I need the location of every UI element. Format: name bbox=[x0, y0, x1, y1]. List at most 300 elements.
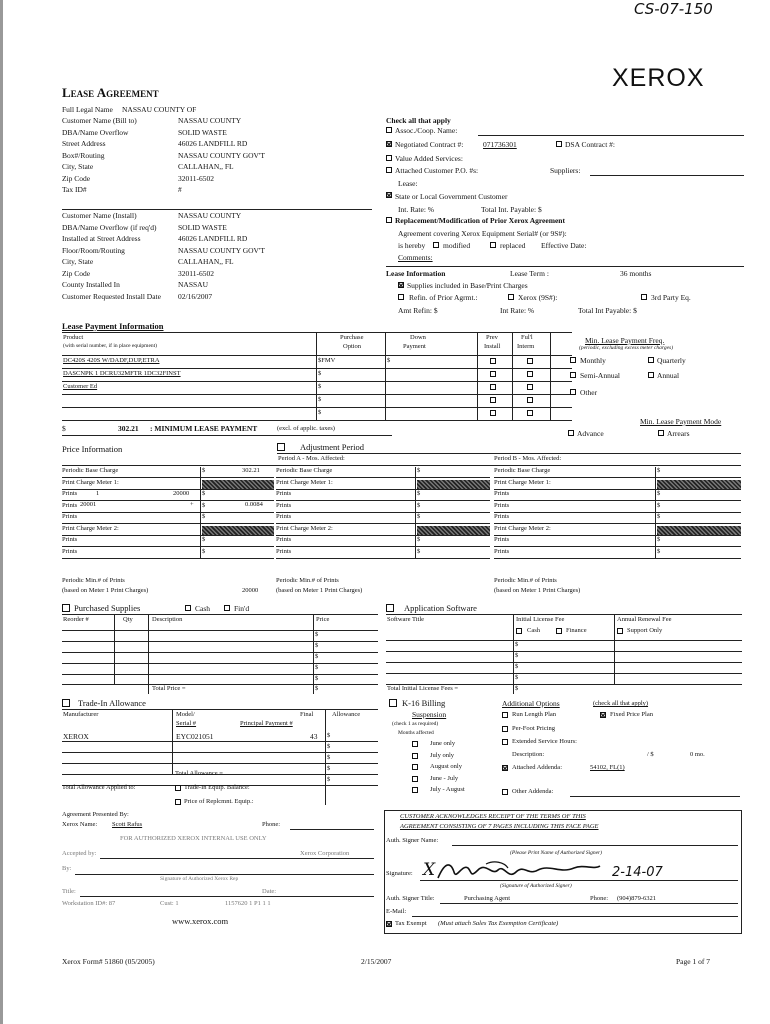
per-foot-checkbox[interactable] bbox=[502, 726, 508, 732]
xerox-name-label: Xerox Name: bbox=[62, 821, 98, 828]
price-row-line bbox=[276, 546, 490, 547]
email-label: E-Mail: bbox=[386, 908, 407, 915]
website[interactable]: www.xerox.com bbox=[172, 916, 229, 926]
install-value: 32011-6502 bbox=[178, 268, 214, 278]
auth-name-label: Auth. Signer Name: bbox=[386, 837, 439, 844]
price-row-label: Prints bbox=[62, 513, 78, 520]
arrears-checkbox[interactable] bbox=[658, 430, 664, 436]
billto-label: Street Address bbox=[62, 139, 106, 148]
amt-refin-label: Amt Refin: $ bbox=[398, 306, 438, 315]
price-row-label: Prints bbox=[276, 536, 292, 543]
semi-annual-checkbox[interactable] bbox=[570, 372, 576, 378]
mode-heading: Min. Lease Payment Mode bbox=[640, 417, 722, 426]
lease-label: Lease: bbox=[398, 179, 418, 188]
col-manufacturer: Manufacturer bbox=[63, 711, 99, 718]
supplies-row-line bbox=[62, 674, 378, 675]
third-party-checkbox[interactable] bbox=[641, 294, 647, 300]
install-value: SOLID WASTE bbox=[178, 222, 227, 232]
install-label: Zip Code bbox=[62, 268, 91, 278]
supplies-included-checkbox[interactable] bbox=[398, 282, 404, 288]
lp-bottom-line bbox=[62, 420, 572, 421]
by-label: By: bbox=[62, 865, 72, 872]
lp-row-line bbox=[62, 394, 572, 395]
price-row-line bbox=[276, 535, 490, 536]
supplies-dollar: $ bbox=[315, 664, 319, 671]
auth-title-value: Purchasing Agent bbox=[464, 895, 511, 902]
per-foot: Per-Foot Pricing bbox=[512, 725, 556, 732]
software-row-line bbox=[386, 651, 742, 652]
price-row-label: Periodic Base Charge bbox=[62, 467, 119, 474]
sig-sub: (Signature of Authorized Signer) bbox=[500, 883, 572, 889]
tradein-row-line bbox=[62, 752, 378, 753]
cust-id: 1157620 1 P1 1 1 bbox=[225, 900, 271, 907]
annual-label: Annual bbox=[657, 371, 680, 380]
extended-checkbox[interactable] bbox=[502, 739, 508, 745]
workstation-id: Workstation ID#: 87 bbox=[62, 900, 116, 907]
software-cash: Cash bbox=[527, 627, 540, 634]
supplies-fin: Fin'd bbox=[234, 604, 250, 613]
col-purchase: Purchase bbox=[340, 334, 364, 341]
supplies-total-dollar: $ bbox=[315, 685, 319, 692]
r2-from: 20001 bbox=[80, 501, 97, 508]
price-dollar: $ bbox=[417, 490, 421, 497]
price-row-line bbox=[62, 489, 274, 490]
billto-value: CALLAHAN,, FL bbox=[178, 162, 234, 171]
col-full: Ful'l bbox=[521, 334, 533, 341]
price-dollar: $ bbox=[202, 501, 206, 509]
prev-install-checkbox[interactable] bbox=[490, 358, 496, 364]
k16-month-checkbox[interactable] bbox=[412, 753, 418, 759]
price-dollar: $ bbox=[657, 490, 661, 497]
lp-option: $ bbox=[318, 383, 322, 390]
semi-annual-label: Semi-Annual bbox=[580, 371, 620, 380]
install-value: NASSAU COUNTY GOV'T bbox=[178, 245, 265, 255]
col-product-sub: (with serial number, if in place equipment) bbox=[63, 343, 158, 349]
price-replacement: Price of Replcmnt. Equip.: bbox=[184, 798, 254, 805]
footer-date: 2/15/2007 bbox=[361, 957, 392, 966]
price-row-label: Prints bbox=[494, 490, 510, 497]
lp-product: Customer Ed bbox=[63, 383, 98, 390]
col-full-2: Interm bbox=[517, 343, 535, 350]
billto-value: 46026 LANDFILL RD bbox=[178, 139, 248, 148]
supplies-dollar: $ bbox=[315, 675, 319, 682]
full-legal-name-label: Full Legal Name bbox=[62, 105, 113, 114]
price-row-line bbox=[276, 558, 490, 559]
supplies-row-line bbox=[62, 630, 378, 631]
run-length-checkbox[interactable] bbox=[502, 712, 508, 718]
lp-option: $FMV bbox=[318, 357, 336, 364]
col-down-2: Payment bbox=[403, 343, 426, 350]
xerox-name-value: Scott Rafus bbox=[112, 821, 143, 828]
price-row-line bbox=[276, 500, 490, 501]
k16-months: Months affected bbox=[398, 730, 434, 736]
r1-to: 20000 bbox=[173, 490, 190, 497]
tradein-dollar: $ bbox=[327, 765, 331, 772]
negotiated-label: Negotiated Contract #: bbox=[395, 140, 464, 149]
shaded-cell bbox=[202, 480, 274, 489]
price-row-label: Prints bbox=[62, 547, 78, 555]
price-dollar: $ bbox=[202, 513, 206, 520]
price-row-line bbox=[62, 558, 274, 559]
xerox-corp-label: Xerox Corporation bbox=[300, 850, 350, 857]
supplies-dollar: $ bbox=[315, 631, 319, 638]
footer-page: Page 1 of 7 bbox=[676, 957, 710, 966]
price-row-line bbox=[494, 512, 741, 513]
price-divider bbox=[200, 467, 201, 559]
advance-label: Advance bbox=[577, 429, 604, 438]
dsa-label: DSA Contract #: bbox=[565, 140, 615, 149]
refin-label: Refin. of Prior Agrmt.: bbox=[409, 293, 478, 302]
col-purchase-2: Option bbox=[343, 343, 362, 350]
r2-rate: 0.0084 bbox=[245, 501, 263, 508]
fixed-price-checkbox[interactable] bbox=[600, 712, 606, 718]
price-dollar: $ bbox=[657, 467, 661, 474]
k16-month-checkbox[interactable] bbox=[412, 776, 418, 782]
billto-value: 32011-6502 bbox=[178, 173, 214, 183]
effective-date: Effective Date: bbox=[541, 241, 587, 250]
shaded-cell bbox=[657, 526, 741, 535]
tradein-checkbox[interactable] bbox=[62, 699, 70, 707]
equip-balance: Trade-In Equip. Balance: bbox=[184, 784, 250, 791]
lp-row-line bbox=[62, 355, 572, 356]
attached-addenda-value: 54102, FL(1) bbox=[590, 764, 625, 771]
prev-install-checkbox[interactable] bbox=[490, 410, 496, 416]
agreement-covering: Agreement covering Xerox Equipment Serial# (or 9S#): bbox=[398, 229, 567, 238]
supplies-cash: Cash bbox=[195, 604, 210, 613]
k16-month-checkbox[interactable] bbox=[412, 764, 418, 770]
price-row-label: Prints bbox=[494, 501, 510, 509]
software-dollar: $ bbox=[515, 663, 519, 670]
ack-phone-label: Phone: bbox=[590, 895, 609, 902]
install-label: Customer Name (Install) bbox=[62, 211, 137, 220]
install-label: City, State bbox=[62, 257, 94, 266]
price-dollar: $ bbox=[417, 467, 421, 474]
billto-underline bbox=[62, 209, 372, 210]
replacement-label: Replacement/Modification of Prior Xerox Agreement bbox=[395, 216, 565, 225]
shaded-cell bbox=[417, 526, 490, 535]
quarterly-checkbox[interactable] bbox=[648, 357, 654, 363]
k16-month-label: August only bbox=[430, 763, 462, 770]
software-row-line bbox=[386, 662, 742, 663]
col-price: Price bbox=[316, 616, 330, 623]
lp-down: $ bbox=[387, 357, 391, 364]
billto-label: Zip Code bbox=[62, 173, 91, 183]
software-dollar: $ bbox=[515, 652, 519, 659]
tradein-pay-value: 43 bbox=[310, 732, 318, 741]
lp-option: $ bbox=[318, 409, 322, 416]
options-heading-sub: (check all that apply) bbox=[593, 700, 649, 707]
total-int-label: Total Int. Payable: $ bbox=[481, 205, 542, 214]
price-row-line bbox=[276, 489, 490, 490]
billto-value: SOLID WASTE bbox=[178, 127, 227, 137]
freq-sub: (periodic, excluding excess meter charges) bbox=[579, 345, 674, 351]
price-dollar: $ bbox=[657, 547, 661, 555]
xerox-9s-checkbox[interactable] bbox=[508, 294, 514, 300]
min-payment-excl: (excl. of applic. taxes) bbox=[277, 425, 335, 432]
price-row-label: Prints bbox=[276, 490, 292, 497]
price-dollar: $ bbox=[417, 536, 421, 543]
price-row-label: Print Charge Meter 2: bbox=[62, 524, 119, 532]
min-payment-value: 302.21 bbox=[118, 424, 139, 433]
presented-date: Date: bbox=[262, 888, 277, 895]
refin-checkbox[interactable] bbox=[398, 294, 404, 300]
tradein-dollar: $ bbox=[327, 776, 331, 783]
install-value: 46026 LANDFILL RD bbox=[178, 234, 248, 243]
supplies-row-line bbox=[62, 652, 378, 653]
price-row-line bbox=[62, 523, 274, 524]
price-dollar: $ bbox=[657, 513, 661, 520]
k16-suspension: Suspension bbox=[412, 710, 447, 719]
install-value: NASSAU COUNTY bbox=[178, 211, 242, 220]
col-prev: Prev bbox=[486, 334, 498, 341]
supplies-fin-checkbox[interactable] bbox=[224, 605, 230, 611]
signature-mark: X bbox=[423, 860, 436, 880]
software-total: Total Initial License Fees = bbox=[387, 685, 459, 692]
replaced-label: replaced bbox=[500, 241, 526, 250]
assoc-label: Assoc./Coop. Name: bbox=[395, 126, 458, 135]
lp-row-line bbox=[62, 407, 572, 408]
lease-info-heading: Lease Information bbox=[386, 269, 446, 278]
prev-install-checkbox[interactable] bbox=[490, 371, 496, 377]
price-row-label: Print Charge Meter 1: bbox=[494, 478, 551, 486]
software-finance: Finance bbox=[566, 627, 587, 634]
col-software-title: Software Title bbox=[387, 616, 425, 623]
lp-row-line bbox=[62, 368, 572, 369]
full-interm-checkbox[interactable] bbox=[527, 358, 533, 364]
modified-checkbox[interactable] bbox=[433, 242, 439, 248]
price-dollar: $ bbox=[202, 490, 206, 497]
supplies-heading: Purchased Supplies bbox=[74, 603, 141, 613]
k16-month-checkbox[interactable] bbox=[412, 787, 418, 793]
support-only: Support Only bbox=[627, 627, 663, 634]
is-hereby: is hereby bbox=[398, 241, 426, 250]
k16-month-checkbox[interactable] bbox=[412, 741, 418, 747]
price-row-label: Prints bbox=[276, 547, 292, 555]
other-freq-label: Other bbox=[580, 388, 598, 397]
price-row-label: Print Charge Meter 1: bbox=[276, 478, 333, 486]
run-length: Run Length Plan bbox=[512, 711, 557, 718]
check-all-heading: Check all that apply bbox=[386, 116, 451, 125]
price-row-label: Prints bbox=[494, 547, 510, 555]
state-local-label: State or Local Government Customer bbox=[395, 192, 508, 201]
ack-line-1: CUSTOMER ACKNOWLEDGES RECEIPT OF THE TERMS OF THIS bbox=[400, 813, 586, 820]
replacement-checkbox[interactable] bbox=[386, 217, 392, 223]
price-row-label: Prints bbox=[62, 501, 78, 509]
price-row-line bbox=[494, 523, 741, 524]
state-local-checkbox[interactable] bbox=[386, 192, 392, 198]
price-row-line bbox=[494, 477, 741, 478]
price-dollar: $ bbox=[417, 547, 421, 555]
price-divider bbox=[655, 467, 656, 559]
price-row-line bbox=[276, 477, 490, 478]
suppliers-label: Suppliers: bbox=[550, 166, 581, 175]
attached-po-checkbox[interactable] bbox=[386, 167, 392, 173]
presented-heading: Agreement Presented By: bbox=[62, 811, 129, 818]
price-row-label: Prints bbox=[276, 501, 292, 509]
col-allowance: Allowance bbox=[332, 711, 361, 718]
min-prints-3: Periodic Min.# of Prints bbox=[494, 577, 557, 584]
r1-from: 1 bbox=[96, 490, 100, 497]
price-row-line bbox=[62, 546, 274, 547]
monthly-checkbox[interactable] bbox=[570, 357, 576, 363]
xerox-9s-label: Xerox (9S#): bbox=[518, 293, 558, 302]
ack-phone-value: (904)879-6321 bbox=[617, 895, 656, 902]
supplies-cash-checkbox[interactable] bbox=[185, 605, 191, 611]
int-rate-label: Int. Rate: % bbox=[398, 205, 435, 214]
advance-checkbox[interactable] bbox=[568, 430, 574, 436]
signature-date: 2-14-07 bbox=[612, 865, 663, 880]
price-row-label: Print Charge Meter 1: bbox=[62, 478, 119, 486]
lease-total-int: Total Int Payable: $ bbox=[578, 306, 637, 315]
replaced-checkbox[interactable] bbox=[490, 242, 496, 248]
price-row-label: Prints bbox=[62, 490, 78, 497]
tradein-dollar: $ bbox=[327, 754, 331, 761]
lp-product: DC420S 420S W/DADF,DUP,ETRA bbox=[63, 357, 160, 364]
tax-exempt: Tax Exempt bbox=[395, 920, 427, 927]
price-row-label: Prints bbox=[276, 513, 292, 520]
xerox-logo: XEROX bbox=[612, 64, 705, 92]
negotiated-value: 071736301 bbox=[483, 140, 517, 149]
cust-label: Cust: 1 bbox=[160, 900, 179, 907]
other-addenda-checkbox[interactable] bbox=[502, 789, 508, 795]
full-interm-checkbox[interactable] bbox=[527, 397, 533, 403]
software-row-line bbox=[386, 640, 742, 641]
tax-exempt-sub: (Must attach Sales Tax Exemption Certificate) bbox=[438, 920, 559, 927]
scan-edge bbox=[0, 0, 3, 1024]
price-dollar: $ bbox=[417, 513, 421, 520]
full-interm-checkbox[interactable] bbox=[527, 410, 533, 416]
price-row-label: Periodic Base Charge bbox=[494, 467, 551, 474]
k16-month-label: July - August bbox=[430, 786, 465, 793]
k16-checkbox[interactable] bbox=[389, 699, 397, 707]
lp-product: DASCNPK 1 DCRU32MFTR 1DC32FINST bbox=[63, 370, 181, 377]
tax-exempt-checkbox[interactable] bbox=[386, 921, 392, 927]
software-checkbox[interactable] bbox=[386, 604, 394, 612]
full-interm-checkbox[interactable] bbox=[527, 384, 533, 390]
price-row-line bbox=[276, 523, 490, 524]
billto-label: Customer Name (Bill to) bbox=[62, 116, 137, 125]
purchased-supplies-checkbox[interactable] bbox=[62, 604, 70, 612]
assoc-checkbox[interactable] bbox=[386, 127, 392, 133]
software-row-line bbox=[386, 673, 742, 674]
install-value: 02/16/2007 bbox=[178, 291, 213, 301]
description-dollar: / $ bbox=[647, 751, 654, 758]
price-row-line bbox=[276, 512, 490, 513]
annual-checkbox[interactable] bbox=[648, 372, 654, 378]
supplies-dollar: $ bbox=[315, 642, 319, 649]
price-row-label: Prints bbox=[494, 513, 510, 520]
price-row-label: Prints bbox=[62, 536, 78, 543]
other-freq-checkbox[interactable] bbox=[570, 389, 576, 395]
negotiated-checkbox[interactable] bbox=[386, 141, 392, 147]
value-added-checkbox[interactable] bbox=[386, 155, 392, 161]
price-row-label: Prints bbox=[494, 536, 510, 543]
lease-payment-heading: Lease Payment Information bbox=[62, 321, 164, 331]
tradein-serial-value: EYC021051 bbox=[176, 732, 214, 741]
price-divider bbox=[415, 467, 416, 559]
col-principal: Principal Payment # bbox=[240, 720, 293, 727]
description-label: Description: bbox=[512, 751, 545, 758]
prev-install-checkbox[interactable] bbox=[490, 397, 496, 403]
sig-auth-label: Signature of Authorized Xerox Rep bbox=[160, 876, 239, 882]
install-label: Floor/Room/Routing bbox=[62, 245, 125, 255]
tradein-dollar: $ bbox=[327, 743, 331, 750]
lp-option: $ bbox=[318, 396, 322, 403]
presented-phone: Phone: bbox=[262, 821, 281, 828]
ack-line-2: AGREEMENT CONSISTING OF 7 PAGES INCLUDING THIS FACE PAGE bbox=[400, 823, 599, 830]
billto-value: NASSAU COUNTY GOV'T bbox=[178, 150, 265, 160]
col-license-fee: Initial License Fee bbox=[516, 616, 565, 623]
internal-use-label: FOR AUTHORIZED XEROX INTERNAL USE ONLY bbox=[120, 835, 267, 842]
supplies-included-label: Supplies included in Base/Print Charges bbox=[407, 281, 528, 290]
k16-month-label: June - July bbox=[430, 774, 459, 782]
software-cash-checkbox[interactable] bbox=[516, 628, 522, 634]
price-row-line bbox=[62, 512, 274, 513]
attached-addenda-checkbox[interactable] bbox=[502, 765, 508, 771]
page-title: Lease Agreement bbox=[62, 85, 159, 100]
k16-heading: K-16 Billing bbox=[402, 698, 446, 708]
k16-check1: (check 1 as required) bbox=[392, 721, 439, 727]
equip-balance-checkbox[interactable] bbox=[175, 785, 181, 791]
lease-term-value: 36 months bbox=[620, 269, 652, 278]
k16-month-label: July only bbox=[430, 751, 455, 759]
supplies-dollar: $ bbox=[315, 653, 319, 660]
other-addenda: Other Addenda: bbox=[512, 788, 554, 795]
support-only-checkbox[interactable] bbox=[617, 628, 623, 634]
attached-addenda: Attached Addenda: bbox=[512, 764, 562, 771]
col-final: Final bbox=[300, 711, 314, 718]
price-row-label: Print Charge Meter 2: bbox=[276, 524, 333, 532]
price-row-line bbox=[494, 500, 741, 501]
price-heading: Price Information bbox=[62, 444, 123, 454]
base-charge-value: 302.21 bbox=[242, 467, 260, 474]
shaded-cell bbox=[202, 526, 274, 535]
price-row-line bbox=[494, 489, 741, 490]
supplies-row-line bbox=[62, 663, 378, 664]
adjustment-checkbox[interactable] bbox=[277, 443, 285, 451]
shaded-cell bbox=[417, 480, 490, 489]
prev-install-checkbox[interactable] bbox=[490, 384, 496, 390]
install-label: Customer Requested Install Date bbox=[62, 291, 161, 301]
software-dollar: $ bbox=[515, 641, 519, 648]
please-print: (Please Print Name of Authorized Signer) bbox=[510, 850, 603, 856]
lp-option: $ bbox=[318, 370, 322, 377]
price-row-line bbox=[494, 535, 741, 536]
modified-label: modified bbox=[443, 241, 471, 250]
min-prints-2: Periodic Min.# of Prints bbox=[276, 577, 339, 584]
lease-term-label: Lease Term : bbox=[510, 269, 549, 278]
lease-int-rate: Int Rate: % bbox=[500, 306, 535, 315]
dsa-checkbox[interactable] bbox=[556, 141, 562, 147]
price-replacement-checkbox[interactable] bbox=[175, 799, 181, 805]
min-payment-label: : MINIMUM LEASE PAYMENT bbox=[150, 424, 258, 433]
col-qty: Qty bbox=[123, 616, 133, 623]
billto-label: DBA/Name Overflow bbox=[62, 127, 129, 137]
col-prev-2: Install bbox=[484, 343, 501, 350]
price-row-line bbox=[494, 558, 741, 559]
full-interm-checkbox[interactable] bbox=[527, 371, 533, 377]
price-row-line bbox=[62, 535, 274, 536]
software-finance-checkbox[interactable] bbox=[556, 628, 562, 634]
supplies-row-line bbox=[62, 641, 378, 642]
min-prints-1: Periodic Min.# of Prints bbox=[62, 577, 125, 584]
comments-label: Comments: bbox=[398, 253, 433, 262]
install-label: County Installed In bbox=[62, 280, 120, 289]
third-party-label: 3rd Party Eq. bbox=[651, 293, 691, 302]
col-desc: Description bbox=[152, 616, 183, 623]
freq-heading: Min. Lease Payment Freq. bbox=[585, 336, 665, 345]
price-row-line bbox=[494, 546, 741, 547]
